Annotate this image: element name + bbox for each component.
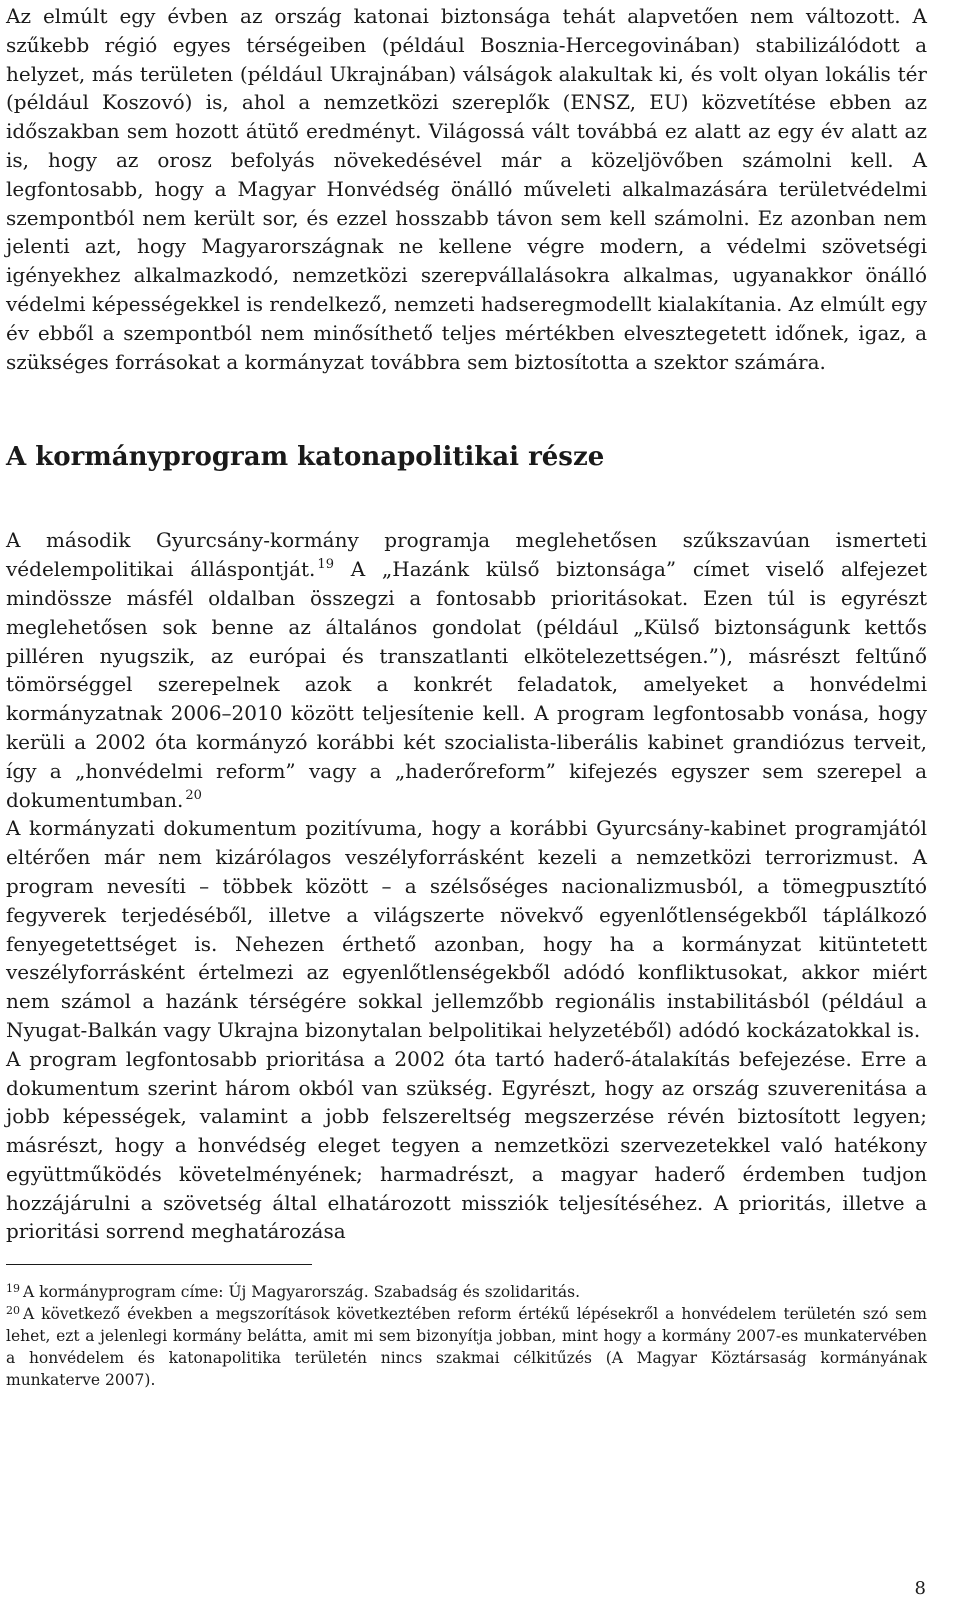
footnote-reference[interactable]: 20	[185, 787, 202, 803]
footnote-text: A kormányprogram címe: Új Magyarország. Szabadság és szolidaritás.	[23, 1283, 581, 1302]
paragraph-text: A „Hazánk külső biztonsága” címet viselő alfejezet mindössze másfél oldalban összegzi a fontosabb prioritásokat. Ezen túl is egyrészt meglehetősen sok benne az általános gondolat (például „Külső biztonságunk kettős pilléren nyugszik, az európai és transzatlanti elkötelezettségen.”), másrészt feltűnő tömörséggel szerepelnek azok a konkrét feladatok, amelyeket a honvédelmi kormányzatnak 2006–2010 között teljesítenie kell. A program legfontosabb vonása, hogy kerüli a 2002 óta kormányzó korábbi két szocialista-liberális kabinet grandiózus terveit, így a „honvédelmi reform” vagy a „haderőreform” kifejezés egyszer sem szerepel a dokumentumban.	[6, 557, 928, 812]
footnote-number: 19	[6, 1282, 20, 1296]
footnote	[6, 1303, 927, 1391]
footnotes	[6, 1281, 927, 1391]
footnote-number: 20	[6, 1304, 20, 1318]
body-paragraph: A kormányzati dokumentum pozitívuma, hogy a korábbi Gyurcsány-kabinet programjától eltérően már nem kizárólagos veszélyforrásként kezeli a nemzetközi terrorizmust. A program nevesíti – többek között – a szélsőséges nacionalizmusból, a tömegpusztító fegyverek terjedéséből, illetve a világszerte növekvő egyenlőtlenségekből táplálkozó fenyegetettséget is. Nehezen érthető azonban, hogy ha a kormányzat kitüntetett veszélyforrásként értelmezi az egyenlőtlenségekből adódó konfliktusokat, akkor miért nem számol a hazánk térségére sokkal jellemzőbb regionális instabilitásból (például a Nyugat-Balkán vagy Ukrajna bizonytalan belpolitikai helyzetéből) adódó kockázatokkal is.	[6, 816, 927, 1042]
footnote-text: A következő években a megszorítások következtében reform értékű lépésekről a honvédelem területén szó sem lehet, ezt a jelenlegi kormány belátta, amit mi sem bizonyítja jobban, mint hogy a kormány 2007-es munkatervében a honvédelem és katonapolitika területén nincs szakmai célkitűzés (A Magyar Köztársaság kormányának munkaterve 2007).	[6, 1305, 927, 1390]
footnote-reference[interactable]: 19	[317, 557, 334, 573]
body-paragraph: Az elmúlt egy évben az ország katonai biztonsága tehát alapvetően nem változott. A szűkebb régió egyes térségeiben (például Bosznia-Hercegovinában) stabilizálódott a helyzet, más területen (például Ukrajnában) válságok alakultak ki, és volt olyan lokális tér (például Koszovó) is, ahol a nemzetközi szereplők (ENSZ, EU) közvetítése ebben az időszakban sem hozott átütő eredményt. Világossá vált továbbá ez alatt az egy év alatt az is, hogy az orosz befolyás növekedésével már a közeljövőben számolni kell. A legfontosabb, hogy a Magyar Honvédség önálló műveleti alkalmazására területvédelmi szempontból nem került sor, és ezzel hosszabb távon sem kell számolni. Ez azonban nem jelenti azt, hogy Magyarországnak ne kellene végre modern, a védelmi szövetségi igényekhez alkalmazkodó, nemzetközi szerepvállalásokra alkalmas, ugyanakkor önálló védelmi képességekkel is rendelkező, nemzeti hadseregmodellt kialakítania. Az elmúlt egy év ebből a szempontból nem minősíthető teljes mértékben elvesztegetett időnek, igaz, a szükséges forrásokat a kormányzat továbbra sem biztosította a szektor számára.	[6, 4, 927, 374]
body-paragraph: A program legfontosabb prioritása a 2002 óta tartó haderő-átalakítás befejezése. Erre a dokumentum szerint három okból van szükség. Egyrészt, hogy az ország szuverenitása a jobb képességek, valamint a jobb felszereltség megszerzése révén biztosított legyen; másrészt, hogy a honvédség eleget tegyen a nemzetközi szervezetekkel való hatékony együttműködés követelményének; harmadrészt, a magyar haderő érdemben tudjon hozzájárulni a szövetség által elhatározott missziók teljesítéséhez. A prioritás, illetve a prioritási sorrend meghatározása	[6, 1046, 927, 1244]
footnote-separator	[6, 1264, 312, 1265]
page-number: 8	[914, 1578, 926, 1599]
body-paragraph	[6, 526, 927, 814]
document-page	[6, 0, 927, 1391]
paragraph-text: A második Gyurcsány-kormány programja meglehetősen szűkszavúan ismerteti védelempolitikai álláspontját.	[6, 528, 927, 582]
footnote	[6, 1281, 927, 1303]
section-heading: A kormányprogram katonapolitikai része	[6, 442, 605, 473]
